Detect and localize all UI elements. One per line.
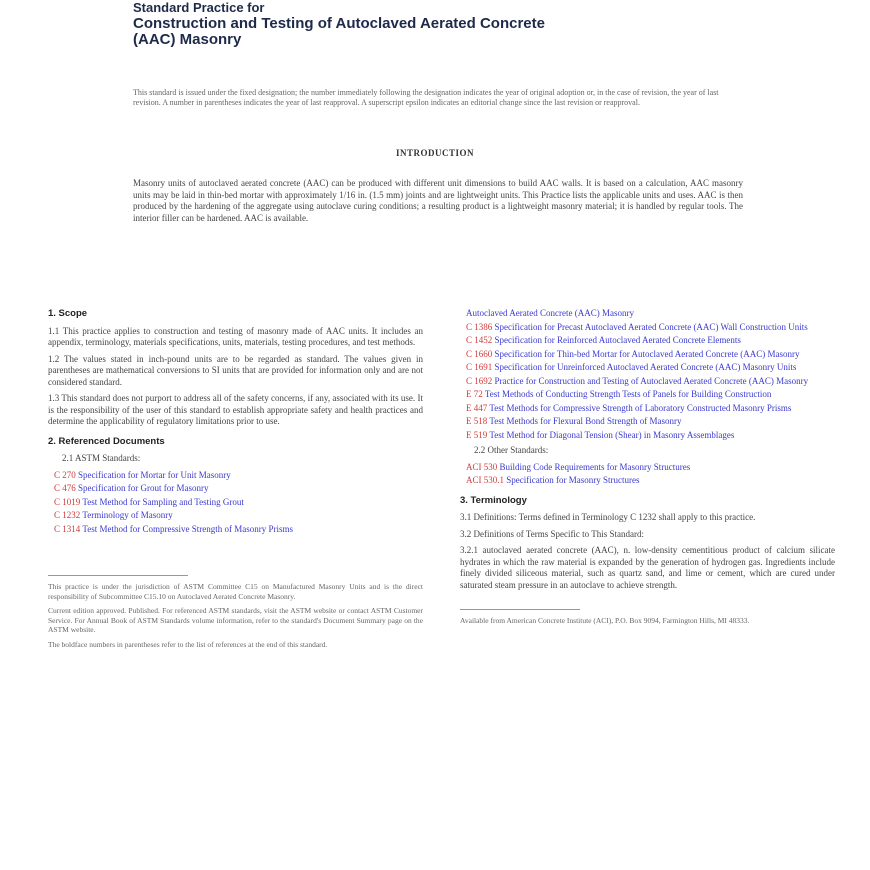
other-standards-label: 2.2 Other Standards: [474, 445, 549, 455]
reference-code: E 447 [466, 402, 488, 413]
footnote: The boldface numbers in parentheses refer to the list of references at the end of this standard. [48, 639, 328, 649]
astm-standards-label: 2.1 ASTM Standards: [62, 453, 141, 463]
reference-link[interactable] [460, 308, 835, 320]
reference-title: Test Method for Diagonal Tension (Shear) in Masonry Assemblages [489, 429, 735, 440]
reference-link[interactable] [48, 524, 423, 536]
reference-title: Specification for Thin-bed Mortar for Autoclaved Aerated Concrete (AAC) Masonry [494, 348, 800, 359]
reference-title: Specification for Precast Autoclaved Aerated Concrete (AAC) Wall Construction Units [494, 321, 808, 332]
reference-link[interactable] [48, 483, 423, 495]
reference-code: C 270 [54, 469, 76, 480]
footnote-divider [460, 609, 580, 610]
left-column [48, 300, 423, 654]
reference-link[interactable] [48, 470, 423, 482]
reference-link[interactable] [460, 430, 835, 442]
footnote: This practice is under the jurisdiction of ASTM Committee C15 on Manufactured Masonry Units and is the direct responsibility of Subcommittee C15.10 on Autoclaved Aerated Concrete Masonry. [48, 582, 423, 601]
reference-link[interactable] [460, 475, 835, 487]
scope-paragraph: 1.1 This practice applies to construction and testing of masonry made of AAC units. It includes an appendix, terminology, materials specifications, units, materials, testing procedures, and test methods. [48, 325, 423, 347]
reference-link[interactable] [460, 462, 835, 474]
reference-list [48, 470, 423, 536]
reference-link[interactable] [460, 335, 835, 347]
reference-link[interactable] [460, 349, 835, 361]
reference-title: Specification for Grout for Masonry [78, 483, 209, 493]
title-line-3: (AAC) Masonry [133, 31, 242, 48]
reference-title: Test Method for Compressive Strength of Masonry Prisms [82, 523, 293, 534]
reference-link[interactable] [460, 376, 835, 388]
reference-title: Specification for Masonry Structures [506, 475, 640, 485]
scope-paragraph: 1.3 This standard does not purport to address all of the safety concerns, if any, associated with its use. It is the responsibility of the user of this standard to establish appropriate safety and health practices and determine the applicability of regulatory limitations prior to use. [48, 393, 423, 426]
reference-link[interactable] [460, 389, 835, 401]
scope-heading: 1. Scope [48, 308, 88, 319]
reference-link[interactable] [460, 322, 835, 334]
reference-code: C 1452 [466, 335, 493, 345]
reference-code: C 1660 [466, 348, 493, 359]
reference-code: ACI 530.1 [466, 475, 504, 485]
document-title [133, 0, 753, 48]
footnote: Current edition approved. Published. For referenced ASTM standards, visit the ASTM website or contact ASTM Customer Service. For Annual Book of ASTM Standards volume information, refer to the standard's Document Summary page on the ASTM website. [48, 606, 423, 634]
reference-code: ACI 530 [466, 461, 498, 472]
reference-title: Practice for Construction and Testing of Autoclaved Aerated Concrete (AAC) Masonry [494, 375, 809, 386]
reference-title: Specification for Reinforced Autoclaved Aerated Concrete Elements [494, 335, 741, 345]
reference-code: C 1691 [466, 362, 493, 372]
reference-title: Test Method for Sampling and Testing Grout [82, 496, 244, 507]
reference-code: E 519 [466, 429, 488, 440]
reference-link[interactable] [460, 416, 835, 428]
referenced-documents-heading: 2. Referenced Documents [48, 435, 165, 447]
scope-paragraph: 1.2 The values stated in inch-pound units are to be regarded as standard. The values given in parentheses are mathematical conversions to SI units that are provided for information only and are not considered standard. [48, 353, 423, 387]
footnote: Available from American Concrete Institute (ACI), P.O. Box 9094, Farmington Hills, MI 48333. [460, 616, 750, 625]
reference-code: C 1314 [54, 523, 81, 534]
reference-link[interactable] [48, 510, 423, 522]
terminology-paragraph: 3.1 Definitions: Terms defined in Terminology C 1232 shall apply to this practice. [460, 512, 756, 522]
introduction-text: Masonry units of autoclaved aerated concrete (AAC) can be produced with different unit dimensions to build AAC walls. It is based on a calculation, AAC masonry units may be laid in thin-bed mortar with approximately 1/16 in. (1.5 mm) joints and are lightweight units. This Practice lists the applicable units and uses. AAC is then produced by the hardening of the aggregate using autoclave curing conditions; a resulting product is a lightweight masonry material; it is handled by regular tools. The interior filler can be hardened. AAC is available. [133, 178, 743, 223]
introduction-heading: INTRODUCTION [395, 148, 474, 158]
reference-code: C 1692 [466, 375, 493, 386]
reference-title: Test Methods for Flexural Bond Strength of Masonry [489, 416, 682, 426]
reference-title: Building Code Requirements for Masonry Structures [499, 461, 691, 472]
terminology-heading: 3. Terminology [460, 494, 527, 506]
terminology-paragraph: 3.2 Definitions of Terms Specific to This Standard: [460, 528, 645, 539]
reference-link[interactable] [48, 497, 423, 509]
title-line-2: Construction and Testing of Autoclaved Aerated Concrete [133, 15, 545, 32]
reference-code: C 1232 [54, 510, 81, 520]
reference-title: Specification for Mortar for Unit Masonry [78, 469, 231, 480]
reference-title: Autoclaved Aerated Concrete (AAC) Masonry [466, 308, 634, 318]
reference-title: Test Methods for Compressive Strength of Laboratory Constructed Masonry Prisms [489, 402, 792, 413]
reference-code: E 518 [466, 416, 488, 426]
right-column [460, 308, 835, 631]
reference-title: Test Methods of Conducting Strength Tests of Panels for Building Construction [484, 389, 772, 399]
reference-code: C 1019 [54, 496, 81, 507]
reference-code: C 476 [54, 483, 76, 493]
reference-link[interactable] [460, 362, 835, 374]
terminology-paragraph: 3.2.1 autoclaved aerated concrete (AAC), n. low-density cementitious product of calcium silicate hydrates in which the raw material is expanded by the generation of hydrogen gas. Ingredients include finely divided siliceous material, such as quartz sand, and lime or cement, which are cured under saturated steam pressure in an autoclave to achieve strength. [460, 545, 835, 590]
reference-code: E 72 [466, 389, 483, 399]
title-line-1: Standard Practice for [133, 0, 265, 15]
reference-title: Terminology of Masonry [82, 510, 173, 520]
designation-note: This standard is issued under the fixed designation; the number immediately following the designation indicates the year of original adoption or, in the case of revision, the year of last revision. A number in parentheses indicates the year of last reapproval. A superscript epsilon indicates an editorial change since the last revision or reapproval. [133, 88, 719, 107]
reference-code: C 1386 [466, 321, 493, 332]
reference-title: Specification for Unreinforced Autoclaved Aerated Concrete (AAC) Masonry Units [494, 362, 797, 372]
reference-link[interactable] [460, 403, 835, 415]
reference-list-continued [460, 308, 835, 441]
footnote-divider [48, 575, 188, 576]
